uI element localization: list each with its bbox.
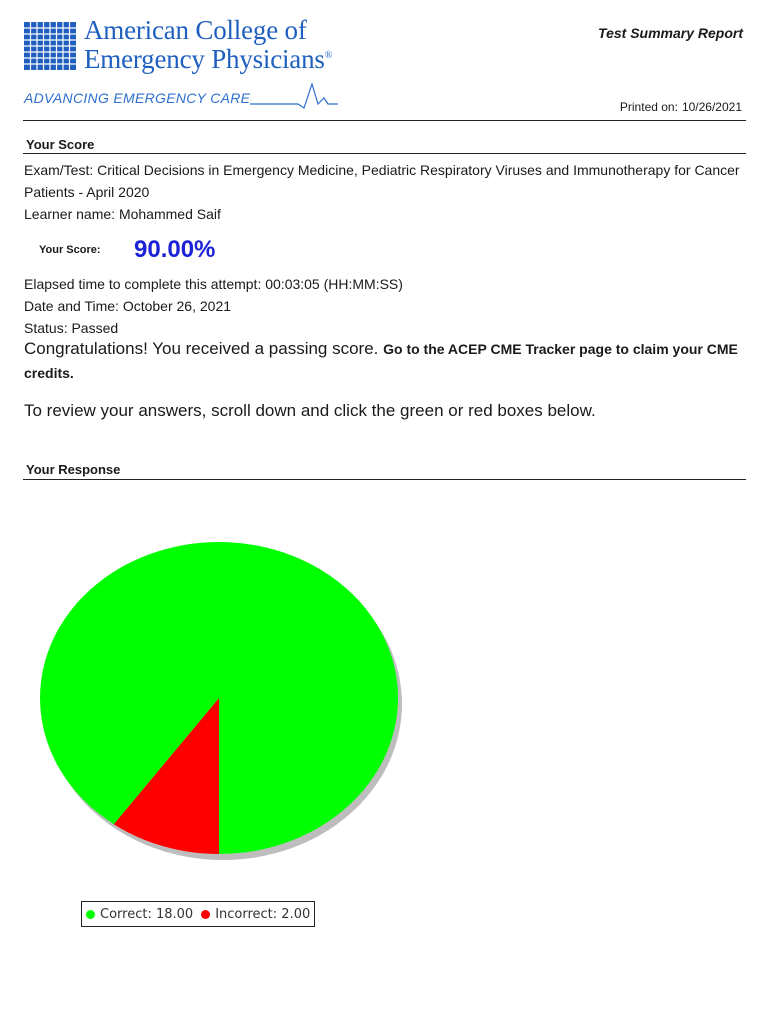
review-instructions: To review your answers, scroll down and click the green or red boxes below. xyxy=(24,401,596,420)
congratulations-message xyxy=(24,337,746,385)
legend-item-incorrect xyxy=(201,907,310,922)
printed-on xyxy=(620,100,742,114)
header-divider xyxy=(23,120,746,121)
legend-label: Incorrect: 2.00 xyxy=(215,906,311,922)
pie-slice-correct[interactable] xyxy=(40,542,398,854)
status: Status: Passed xyxy=(24,320,119,336)
legend-swatch xyxy=(201,910,210,919)
your-score-heading: Your Score xyxy=(26,137,95,152)
acep-grid-logo-icon xyxy=(24,22,76,70)
elapsed-time: Elapsed time to complete this attempt: 00:03:05 (HH:MM:SS) xyxy=(24,276,403,292)
legend-item-correct xyxy=(86,907,193,922)
learner-name: Learner name: Mohammed Saif xyxy=(24,206,221,222)
legend-label: Correct: 18.00 xyxy=(100,906,194,922)
report-header xyxy=(0,0,768,125)
printed-date: 10/26/2021 xyxy=(681,100,742,114)
printed-label: Printed on: xyxy=(619,100,678,114)
heartbeat-pulse-icon xyxy=(250,82,340,110)
organization-tagline: ADVANCING EMERGENCY CARE xyxy=(24,90,251,106)
legend-swatch xyxy=(86,910,95,919)
your-response-heading: Your Response xyxy=(26,462,121,477)
date-time: Date and Time: October 26, 2021 xyxy=(24,298,232,314)
score-value: 90.00% xyxy=(134,236,216,263)
organization-name-line2: Emergency Physicians xyxy=(84,44,325,74)
organization-name xyxy=(84,16,332,74)
organization-name-line1: American College of xyxy=(84,15,307,45)
registered-mark: ® xyxy=(324,50,333,61)
your-score-divider xyxy=(23,153,746,154)
chart-legend xyxy=(81,901,315,927)
congrats-text: Congratulations! You received a passing score. xyxy=(24,339,384,358)
response-pie-chart xyxy=(30,530,410,870)
your-response-divider xyxy=(23,479,746,480)
report-title: Test Summary Report xyxy=(598,25,743,41)
score-label: Your Score: xyxy=(39,244,101,256)
cme-tracker-instruction: Go to the ACEP CME Tracker page to claim your CME credits. xyxy=(24,341,738,381)
exam-title: Exam/Test: Critical Decisions in Emergency Medicine, Pediatric Respiratory Viruses and Immunotherapy for Cancer Patients - April 2020 xyxy=(24,162,740,200)
